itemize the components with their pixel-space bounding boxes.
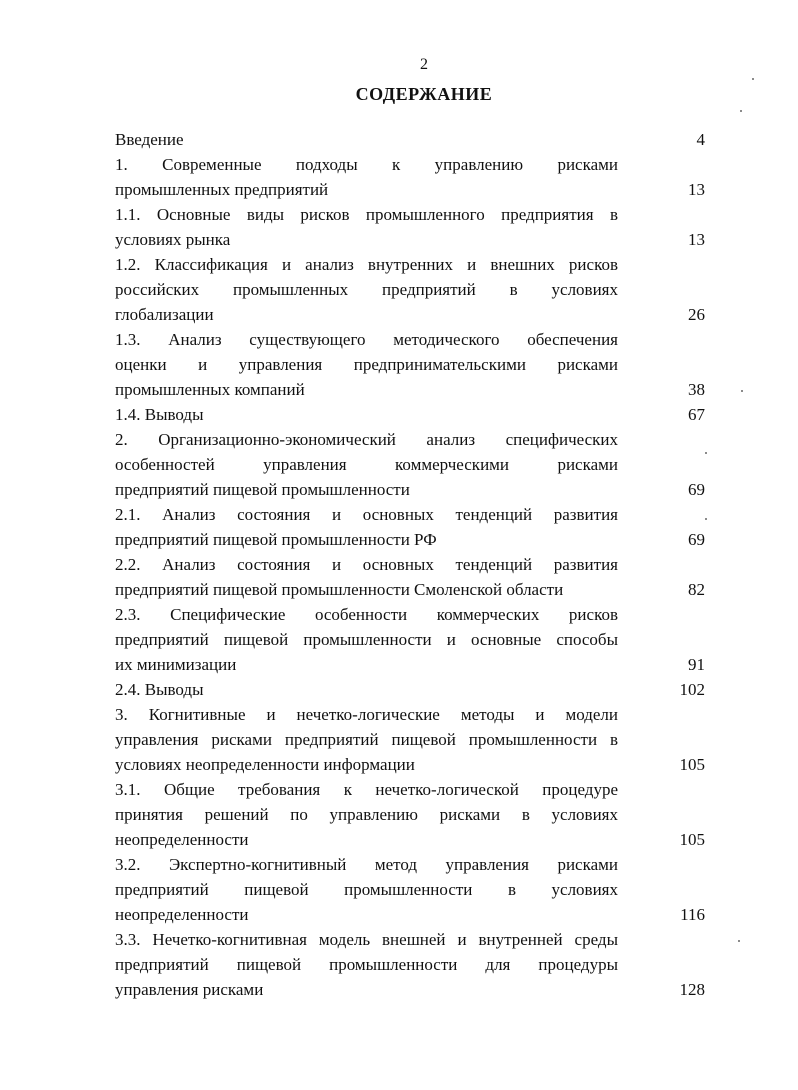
toc-entry-text-line: 3. Когнитивные и нечетко-логические методы и модели: [115, 705, 618, 724]
toc-entry-page-number: 13: [688, 180, 705, 199]
toc-entry-text-line: промышленных предприятий: [115, 180, 329, 199]
toc-entry-page-number: 69: [688, 480, 705, 499]
toc-entry-text-line: 1.3. Анализ существующего методического обеспечения: [115, 330, 618, 349]
toc-entry: [115, 152, 705, 202]
toc-entry-text-line: глобализации: [115, 305, 214, 324]
toc-entry-text-line: предприятий пищевой промышленности для процедуры: [115, 955, 618, 974]
scan-speck: [738, 940, 740, 942]
page-number: 2: [420, 56, 428, 73]
toc-entry-text-line: 2. Организационно-экономический анализ специфических: [115, 430, 618, 449]
toc-entry-page-number: 105: [679, 830, 705, 849]
toc-entry-text-line: 1.2. Классификация и анализ внутренних и внешних рисков: [115, 255, 618, 274]
toc-entry-text-line: предприятий пищевой промышленности Смоленской области: [115, 580, 564, 599]
toc-entry: [115, 552, 705, 602]
toc-entry-text-line: 2.2. Анализ состояния и основных тенденций развития: [115, 555, 618, 574]
toc-entry-text-line: 2.3. Специфические особенности коммерческих рисков: [115, 605, 618, 624]
toc-entry-text-line: 3.1. Общие требования к нечетко-логической процедуре: [115, 780, 618, 799]
toc-entry-page-number: 67: [688, 405, 705, 424]
toc-entry-text-line: 3.2. Экспертно-когнитивный метод управления рисками: [115, 855, 618, 874]
scan-speck: [705, 518, 707, 520]
toc-entry-page-number: 13: [688, 230, 705, 249]
toc-entry-text-line: особенностей управления коммерческими рисками: [115, 455, 618, 474]
scan-speck: [740, 110, 742, 112]
toc-entry: [115, 327, 705, 402]
toc-entry-text-line: российских промышленных предприятий в условиях: [115, 280, 618, 299]
scan-speck: [752, 78, 754, 80]
toc-entry-page-number: 69: [688, 530, 705, 549]
toc-entry: [115, 677, 705, 702]
toc-entry-text-line: 1.1. Основные виды рисков промышленного предприятия в: [115, 205, 618, 224]
toc-entry-text-line: управления рисками: [115, 980, 264, 999]
toc-entry: [115, 502, 705, 552]
toc-entry-text-line: предприятий пищевой промышленности в условиях: [115, 880, 618, 899]
toc-entry: [115, 852, 705, 927]
toc-entry-page-number: 82: [688, 580, 705, 599]
scan-speck: [741, 390, 743, 392]
toc-entry-page-number: 38: [688, 380, 705, 399]
toc-entry-page-number: 102: [679, 680, 705, 699]
toc-entry-text-line: принятия решений по управлению рисками в условиях: [115, 805, 618, 824]
toc-entry-page-number: 4: [696, 130, 705, 149]
toc-entry: [115, 702, 705, 777]
table-of-contents: [115, 127, 705, 1002]
toc-entry-text-line: 1.4. Выводы: [115, 405, 204, 424]
toc-entry-text-line: условиях неопределенности информации: [115, 755, 415, 774]
toc-entry-page-number: 91: [688, 655, 705, 674]
toc-entry: [115, 127, 705, 152]
toc-entry-text-line: их минимизации: [115, 655, 237, 674]
toc-entry: [115, 927, 705, 1002]
toc-entry: [115, 602, 705, 677]
scan-speck: [705, 452, 707, 454]
toc-entry-text-line: 2.1. Анализ состояния и основных тенденций развития: [115, 505, 618, 524]
toc-entry-text-line: неопределенности: [115, 830, 249, 849]
toc-entry-page-number: 128: [679, 980, 705, 999]
toc-entry-page-number: 105: [679, 755, 705, 774]
toc-entry: [115, 427, 705, 502]
toc-entry-text-line: Введение: [115, 130, 184, 149]
page-title: СОДЕРЖАНИЕ: [355, 84, 493, 104]
toc-entry: [115, 202, 705, 252]
toc-entry-text-line: оценки и управления предпринимательскими рисками: [115, 355, 618, 374]
toc-entry-text-line: 2.4. Выводы: [115, 680, 204, 699]
toc-entry-text-line: управления рисками предприятий пищевой промышленности в: [115, 730, 618, 749]
toc-entry-text-line: 3.3. Нечетко-когнитивная модель внешней и внутренней среды: [115, 930, 618, 949]
toc-entry: [115, 777, 705, 852]
toc-entry-text-line: условиях рынка: [115, 230, 231, 249]
toc-entry: [115, 252, 705, 327]
toc-entry-text-line: неопределенности: [115, 905, 249, 924]
toc-entry: [115, 402, 705, 427]
toc-entry-text-line: предприятий пищевой промышленности и основные способы: [115, 630, 618, 649]
toc-entry-page-number: 26: [688, 305, 705, 324]
toc-entry-text-line: промышленных компаний: [115, 380, 305, 399]
toc-entry-page-number: 116: [680, 905, 705, 924]
toc-entry-text-line: 1. Современные подходы к управлению рисками: [115, 155, 618, 174]
toc-entry-text-line: предприятий пищевой промышленности: [115, 480, 410, 499]
toc-entry-text-line: предприятий пищевой промышленности РФ: [115, 530, 437, 549]
